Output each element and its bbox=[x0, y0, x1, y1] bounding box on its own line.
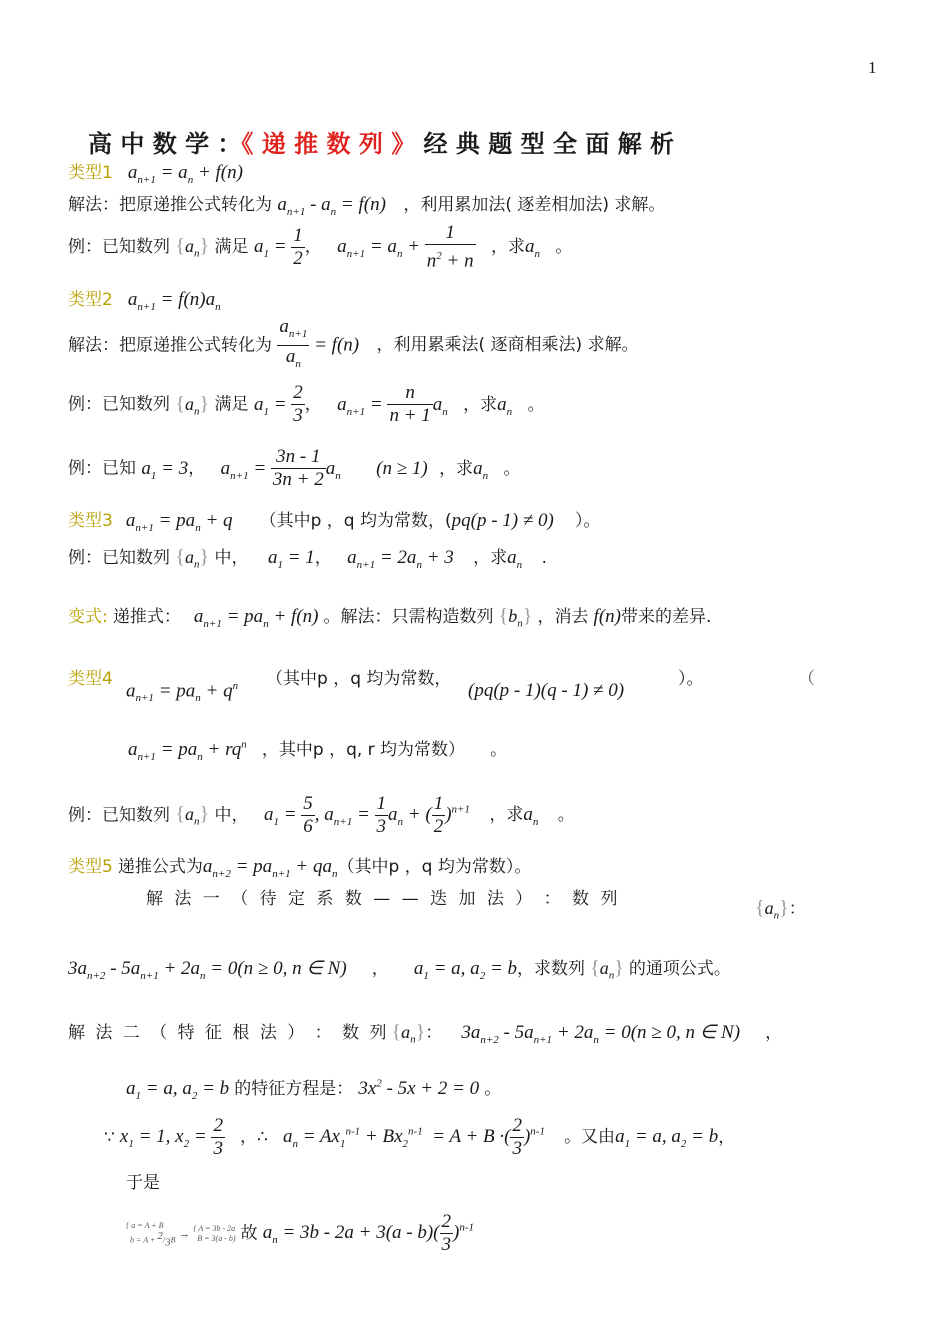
type3-heading: 类型3 $a_{n+1} = pa_n + q$ （其中p ，q 均为常数，(pq(p - 1) ≠ 0) ）。 bbox=[68, 510, 601, 534]
title-part3: 经 典 题 型 全 面 解 析 bbox=[415, 130, 675, 158]
page-title bbox=[88, 124, 674, 159]
type2-example-2: 例：已知 $a_1 = 3$， $a_{n+1}$ = $\frac{3n - 1}{3n + 2}$ $a_n$ (n ≥ 1) ，求$a_n$ 。 bbox=[68, 446, 521, 490]
type2-heading: 类型2 $a_{n+1} = f(n)a_n$ bbox=[68, 289, 221, 313]
page-number: 1 bbox=[868, 58, 877, 77]
type1-heading: 类型1 $a_{n+1} = a_n + f(n)$ bbox=[68, 162, 243, 186]
title-part2: 《 递 推 数 列 》 bbox=[241, 130, 416, 158]
type1-example: 例：已知数列 $\{a_n\}$ 满足 $a_1$ = $\frac{1}{2}$ ， $a_{n+1} = a_n$ + $\frac{1}{n^2 + n}$ ，求$a_n$ 。 bbox=[68, 222, 573, 272]
type4-label: 类型4 bbox=[68, 669, 113, 689]
type5-so: 于是 bbox=[126, 1173, 160, 1193]
variant-label: 变式: bbox=[68, 607, 108, 627]
type3-label: 类型3 bbox=[68, 511, 113, 531]
type4-example: 例：已知数列 $\{a_n\}$ 中， $a_1$ = $\frac{5}{6}$ , $a_{n+1}$ = $\frac{1}{3}$ $a_n$ + ( $\frac{1}{2}$ )$^{n+1}$ ，求$a_n$ 。 bbox=[68, 792, 575, 837]
variant-line: 变式: 递推式： $a_{n+1} = pa_n + f(n)$ 。解法：只需构造数列 $\{b_n\}$ ，消去 f(n)带来的差异. bbox=[68, 605, 712, 630]
type3-example: 例：已知数列 $\{a_n\}$ 中， $a_1 = 1$， $a_{n+1} = 2a_n + 3$ ，求$a_n$ . bbox=[68, 546, 547, 571]
type2-example-1: 例：已知数列 $\{a_n\}$ 满足 $a_1$ = $\frac{2}{3}$ ， $a_{n+1}$ = $\frac{n}{n + 1}$ $a_n$ ，求$a_n$ 。 bbox=[68, 382, 545, 426]
type2-label: 类型2 bbox=[68, 290, 113, 310]
type2-method: 解法：把原递推公式转化为 $\frac{a_{n+1}}{a_n}$ = f(n) ，利用累乘法( 逐商相乘法) 求解。 bbox=[68, 316, 639, 370]
type1-method: 解法：把原递推公式转化为 $a_{n+1} - a_n = f(n)$ ，利用累加法( 逐差相加法) 求解。 bbox=[68, 194, 666, 218]
type5-method2: 解 法 二 （ 特 征 根 法 ） ： 数 列 $\{a_n\}$： $3a_{n+2} - 5a_{n+1} + 2a_n = 0(n \ge 0$, n ∈ N) ， bbox=[68, 1021, 783, 1046]
type4-heading: 类型4 $a_{n+1} = pa_n + q^n$ （其中p ，q 均为常数， (pq(p - 1)(q - 1) ≠ 0) ）。 （ bbox=[68, 669, 815, 705]
type5-roots: ∵ $x_1 = 1$, $x_2$ = $\frac{2}{3}$ ，∴ $a_n = Ax_1^{n-1} + Bx_2^{n-1} = A + B$ ·( $\frac{2}{3}$ )$^{n-1}$ 。又由$a_1 = a$, $a_2 = b$， bbox=[104, 1115, 736, 1160]
type5-label: 类型5 bbox=[68, 857, 113, 877]
type5-char-eq: $a_1 = a$, $a_2 = b$ 的特征方程是： $3x^2 - 5x + 2 = 0$ 。 bbox=[126, 1077, 502, 1102]
type5-final: { a = A + B $b = A + ^2/_3B$ → { A = 3b - 2a B = 3(a - b) 故 $a_n = 3b - 2a + 3(a - b)$( $\frac{2}{3}$ )$^{n-1}$ bbox=[126, 1211, 475, 1256]
type1-label: 类型1 bbox=[68, 163, 113, 183]
type5-method1-title: 解 法 一 （ 待 定 系 数 — — 迭 加 法 ） ： 数 列 bbox=[146, 889, 618, 909]
type5-method1-eq: $3a_{n+2} - 5a_{n+1} + 2a_n = 0(n \ge 0$, n ∈ N) ， $a_1 = a$, $a_2 = b$，求数列 $\{a_n\}$ 的通项公式。 bbox=[68, 957, 731, 982]
type5-heading: 类型5 递推公式为$a_{n+2} = pa_{n+1} + qa_n$（其中p ，q 均为常数）。 bbox=[68, 856, 532, 880]
type4-variant: $a_{n+1} = pa_n + rq^n$ ，其中p ，q, r 均为常数） 。 bbox=[128, 739, 508, 764]
title-part1: 高 中 数 学 ： bbox=[88, 130, 242, 158]
type5-method1-set: $\{a_n\}$： bbox=[755, 897, 806, 922]
